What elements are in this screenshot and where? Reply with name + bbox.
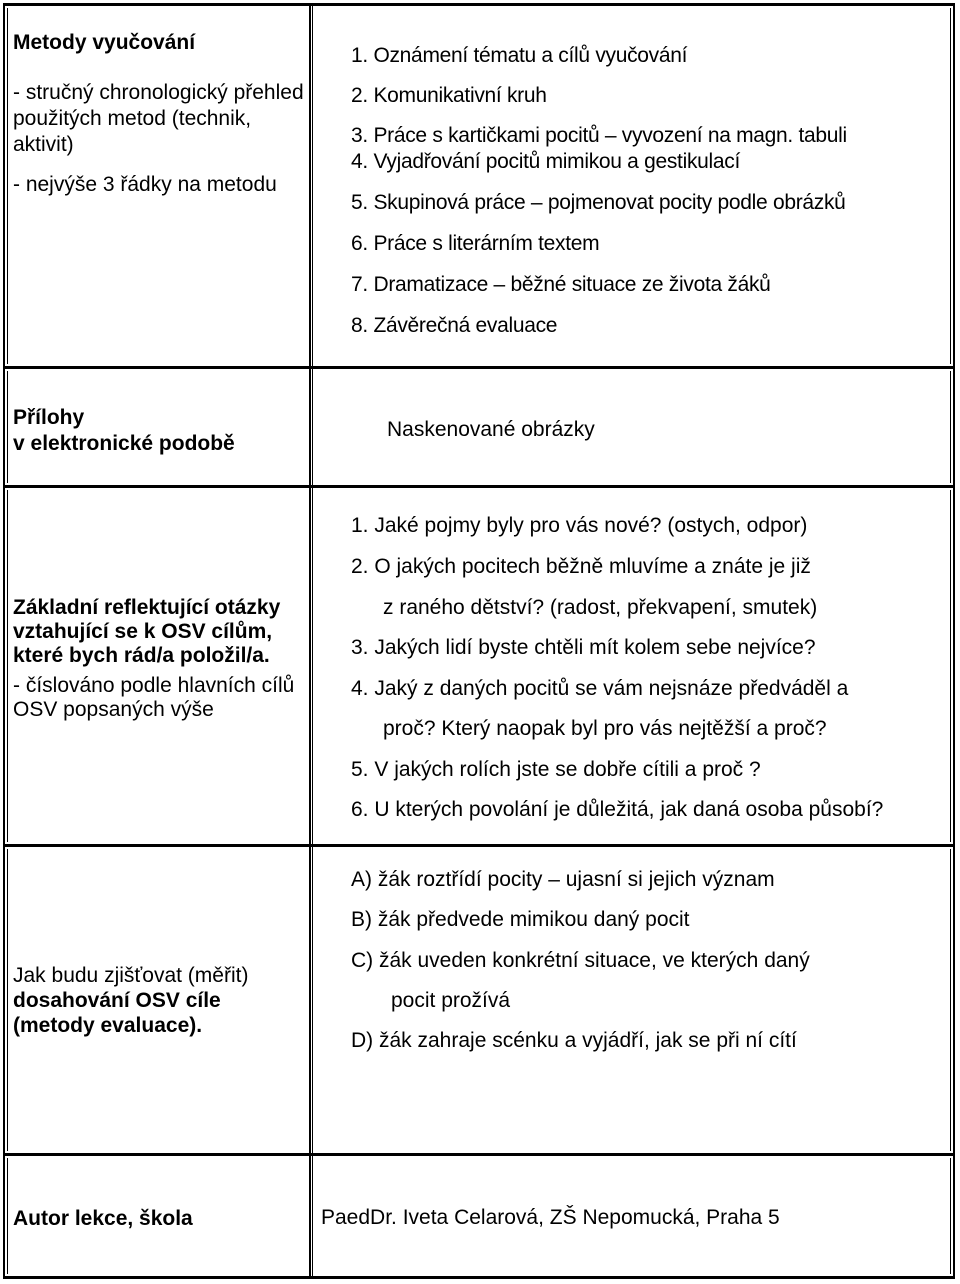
author-value: PaedDr. Iveta Celarová, ZŠ Nepomucká, Praha 5: [321, 1206, 780, 1229]
list-item: 6. U kterých povolání je důležitá, jak daná osoba působí?: [351, 798, 884, 821]
list-item: B) žák předvede mimikou daný pocit: [351, 908, 690, 931]
column-divider: [309, 488, 313, 844]
author-row: [3, 1153, 955, 1279]
attachments-title-line2: v elektronické podobě: [13, 432, 235, 455]
list-item: 1. Oznámení tématu a cílů vyučování: [351, 44, 688, 67]
methods-label: [13, 30, 305, 198]
column-divider: [309, 369, 313, 485]
column-divider: [309, 6, 313, 366]
methods-row: [3, 3, 955, 369]
list-item: 2. Komunikativní kruh: [351, 84, 547, 107]
list-item: 8. Závěrečná evaluace: [351, 314, 558, 337]
attachments-value: Naskenované obrázky: [387, 418, 595, 441]
list-item: 4. Vyjadřování pocitů mimikou a gestikulací: [351, 150, 741, 173]
questions-label: [13, 596, 305, 722]
list-item: proč? Který naopak byl pro vás nejtěžší a proč?: [383, 717, 827, 740]
evaluation-title-normal: Jak budu zjišťovat (měřit): [13, 964, 249, 987]
methods-title: Metody vyučování: [13, 31, 196, 54]
evaluation-label: [13, 963, 305, 1038]
list-item: 6. Práce s literárním textem: [351, 232, 600, 255]
list-item: z raného dětství? (radost, překvapení, smutek): [383, 596, 818, 619]
questions-row: [3, 485, 955, 847]
column-divider: [309, 1156, 313, 1276]
list-item: pocit prožívá: [391, 989, 511, 1012]
list-item: 1. Jaké pojmy byly pro vás nové? (ostych, odpor): [351, 514, 808, 537]
list-item: 7. Dramatizace – běžné situace ze života žáků: [351, 273, 771, 296]
list-item: 3. Práce s kartičkami pocitů – vyvození na magn. tabuli: [351, 124, 847, 147]
author-label: Autor lekce, škola: [13, 1207, 193, 1230]
evaluation-row: [3, 844, 955, 1156]
list-item: 5. V jakých rolích jste se dobře cítili a proč ?: [351, 758, 761, 781]
column-divider: [309, 847, 313, 1153]
list-item: C) žák uveden konkrétní situace, ve kterých daný: [351, 949, 810, 972]
questions-list: [351, 488, 951, 844]
attachments-title-line1: Přílohy: [13, 406, 85, 429]
list-item: 4. Jaký z daných pocitů se vám nejsnáze předváděl a: [351, 677, 849, 700]
methods-description: - stručný chronologický přehled použitých metod (technik, aktivit): [13, 81, 304, 156]
list-item: 3. Jakých lidí byste chtěli mít kolem sebe nejvíce?: [351, 636, 816, 659]
list-item: A) žák roztřídí pocity – ujasní si jejich význam: [351, 868, 775, 891]
methods-limit: - nejvýše 3 řádky na metodu: [13, 173, 277, 196]
list-item: 2. O jakých pocitech běžně mluvíme a znáte je již: [351, 555, 811, 578]
questions-note: - číslováno podle hlavních cílů OSV popsaných výše: [13, 674, 295, 721]
list-item: 5. Skupinová práce – pojmenovat pocity podle obrázků: [351, 191, 846, 214]
attachments-label: [13, 405, 305, 457]
questions-title: Základní reflektující otázky vztahující se k OSV cílům, které bych rád/a položil/a.: [13, 596, 281, 667]
attachments-row: [3, 366, 955, 488]
evaluation-title-bold: dosahování OSV cíle (metody evaluace).: [13, 989, 221, 1037]
methods-list: [351, 6, 951, 366]
evaluation-list: [351, 847, 951, 1153]
list-item: D) žák zahraje scénku a vyjádří, jak se při ní cítí: [351, 1029, 797, 1052]
